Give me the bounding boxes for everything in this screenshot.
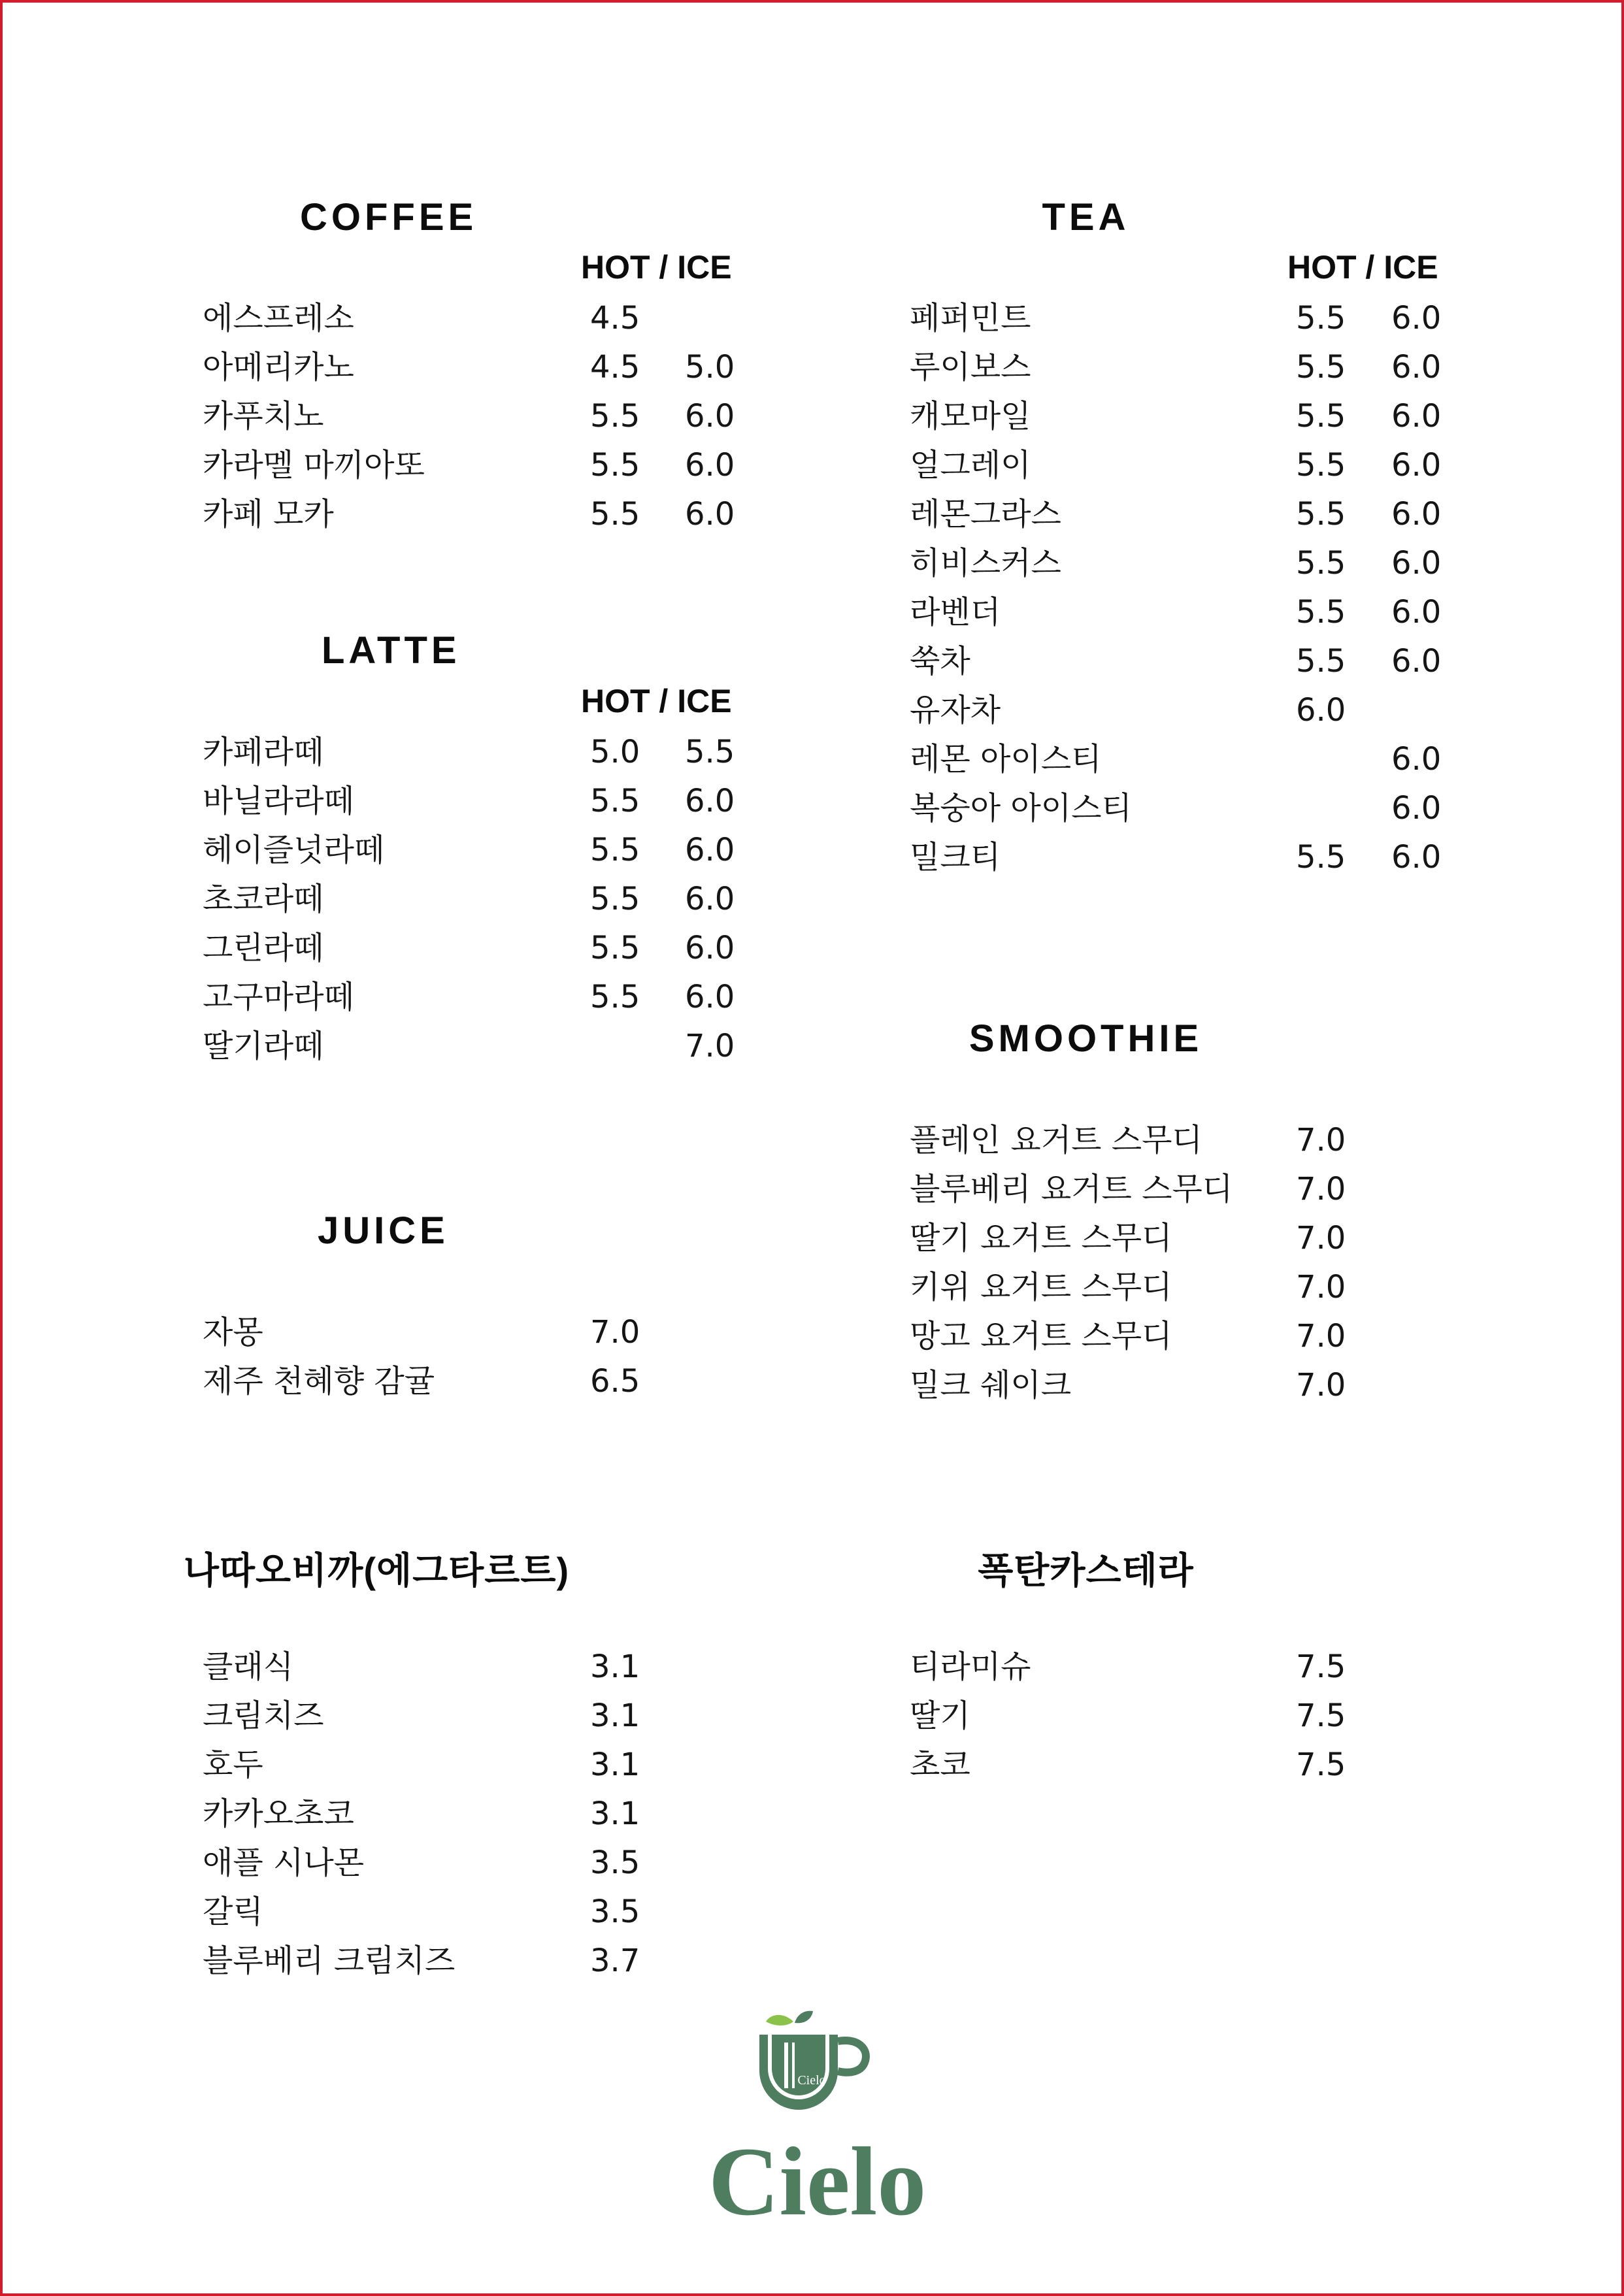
item-name: 플레인 요거트 스무디: [910, 1122, 1202, 1158]
menu-row: [203, 1022, 758, 1071]
menu-row: [203, 1692, 758, 1741]
item-name: 밀크티: [910, 839, 1001, 876]
menu-row: [910, 392, 1465, 441]
ice-price: 6.0: [685, 398, 735, 435]
item-name: 딸기 요거트 스무디: [910, 1220, 1172, 1256]
ice-price: 6.0: [1391, 839, 1442, 876]
hot-price: 5.5: [1296, 496, 1346, 533]
price: 3.5: [590, 1894, 640, 1930]
price: 7.0: [1296, 1220, 1346, 1256]
menu-row: [910, 294, 1465, 343]
ice-price: 6.0: [1391, 594, 1442, 631]
hot-price: 5.5: [590, 979, 640, 1015]
item-name: 고구마라떼: [203, 979, 354, 1015]
item-name: 클래식: [203, 1648, 294, 1685]
juice-title: JUICE: [318, 1209, 449, 1252]
item-name: 그린라떼: [203, 930, 324, 966]
price: 3.1: [590, 1747, 640, 1783]
tea-hot-ice-header: HOT / ICE: [1287, 249, 1438, 286]
price: 7.5: [1296, 1747, 1346, 1783]
menu-row: [910, 784, 1465, 833]
menu-row: [910, 686, 1465, 735]
menu-row: [910, 833, 1465, 882]
menu-row: [203, 1937, 758, 1986]
ice-price: 6.0: [1391, 790, 1442, 827]
coffee-list: [203, 294, 758, 539]
menu-row: [910, 735, 1465, 784]
latte-title: LATTE: [322, 629, 461, 672]
price: 3.1: [590, 1796, 640, 1832]
logo-wordmark: Cielo: [708, 2127, 927, 2236]
menu-row: [203, 1308, 758, 1357]
menu-row: [910, 1214, 1465, 1263]
ice-price: 6.0: [1391, 300, 1442, 336]
item-name: 카라멜 마끼아또: [203, 447, 425, 484]
coffee-title: COFFEE: [300, 196, 478, 238]
item-name: 딸기: [910, 1697, 970, 1734]
menu-row: [203, 294, 758, 343]
tea-list: [910, 294, 1465, 882]
price: 3.5: [590, 1845, 640, 1881]
ice-price: 5.0: [685, 349, 735, 385]
hot-price: 5.5: [1296, 839, 1346, 876]
item-name: 아메리카노: [203, 349, 354, 385]
ice-price: 7.0: [685, 1028, 735, 1064]
item-name: 레몬그라스: [910, 496, 1061, 533]
ice-price: 6.0: [685, 447, 735, 484]
menu-row: [910, 441, 1465, 490]
hot-price: 5.5: [1296, 545, 1346, 582]
hot-price: 5.5: [1296, 447, 1346, 484]
price: 3.1: [590, 1648, 640, 1685]
menu-row: [203, 875, 758, 924]
item-name: 티라미슈: [910, 1648, 1031, 1685]
ice-price: 6.0: [685, 496, 735, 533]
menu-row: [910, 1361, 1465, 1410]
menu-row: [203, 1357, 758, 1406]
hot-price: 5.5: [1296, 300, 1346, 336]
item-name: 카페 모카: [203, 496, 334, 533]
ice-price: 6.0: [685, 832, 735, 868]
ice-price: 6.0: [1391, 447, 1442, 484]
ice-price: 5.5: [685, 734, 735, 770]
hot-price: 5.5: [590, 398, 640, 435]
item-name: 크림치즈: [203, 1697, 324, 1734]
menu-row: [203, 392, 758, 441]
menu-row: [910, 539, 1465, 588]
menu-row: [203, 343, 758, 392]
menu-row: [203, 826, 758, 875]
item-name: 초코라떼: [203, 881, 324, 917]
item-name: 얼그레이: [910, 447, 1031, 484]
item-name: 카페라떼: [203, 734, 324, 770]
item-name: 초코: [910, 1747, 970, 1783]
price: 7.5: [1296, 1648, 1346, 1685]
hot-price: 5.5: [1296, 594, 1346, 631]
item-name: 딸기라떼: [203, 1028, 324, 1064]
ice-price: 6.0: [1391, 741, 1442, 778]
menu-row: [203, 728, 758, 777]
menu-row: [910, 343, 1465, 392]
smoothie-list: [910, 1116, 1465, 1410]
cielo-logo: [708, 2009, 927, 2237]
hot-price: 5.5: [590, 881, 640, 917]
leaf-icon: [795, 2011, 813, 2024]
hot-price: 6.0: [1296, 692, 1346, 729]
menu-row: [910, 637, 1465, 686]
menu-row: [203, 1888, 758, 1937]
item-name: 카카오초코: [203, 1796, 354, 1832]
item-name: 캐모마일: [910, 398, 1031, 435]
ice-price: 6.0: [1391, 398, 1442, 435]
menu-row: [910, 1741, 1465, 1790]
hot-price: 4.5: [590, 300, 640, 336]
item-name: 블루베리 크림치즈: [203, 1943, 456, 1979]
hot-price: 5.5: [1296, 398, 1346, 435]
price: 7.0: [1296, 1122, 1346, 1158]
menu-row: [203, 973, 758, 1022]
item-name: 자몽: [203, 1314, 263, 1351]
menu-row: [910, 1165, 1465, 1214]
castella-title: 폭탄카스테라: [978, 1550, 1194, 1591]
price: 7.0: [1296, 1269, 1346, 1305]
item-name: 에스프레소: [203, 300, 354, 336]
menu-row: [910, 588, 1465, 637]
item-name: 라벤더: [910, 594, 1001, 631]
ice-price: 6.0: [1391, 496, 1442, 533]
price: 7.0: [1296, 1367, 1346, 1403]
item-name: 키위 요거트 스무디: [910, 1269, 1172, 1305]
item-name: 망고 요거트 스무디: [910, 1318, 1172, 1354]
item-name: 갈릭: [203, 1894, 263, 1930]
item-name: 쑥차: [910, 643, 970, 680]
ice-price: 6.0: [685, 979, 735, 1015]
menu-row: [203, 924, 758, 973]
ice-price: 6.0: [1391, 643, 1442, 680]
menu-row: [910, 490, 1465, 539]
menu-row: [910, 1116, 1465, 1165]
hot-price: 5.5: [590, 783, 640, 819]
menu-row: [203, 1839, 758, 1888]
item-name: 레몬 아이스티: [910, 741, 1102, 778]
item-name: 제주 천혜향 감귤: [203, 1363, 435, 1400]
ice-price: 6.0: [685, 881, 735, 917]
price: 6.5: [590, 1363, 640, 1400]
menu-row: [203, 1790, 758, 1839]
hot-price: 5.5: [590, 447, 640, 484]
item-name: 블루베리 요거트 스무디: [910, 1171, 1233, 1207]
hot-price: 5.5: [590, 930, 640, 966]
item-name: 애플 시나몬: [203, 1845, 365, 1881]
hot-price: 5.5: [1296, 643, 1346, 680]
price: 7.0: [590, 1314, 640, 1351]
item-name: 루이보스: [910, 349, 1031, 385]
ice-price: 6.0: [1391, 349, 1442, 385]
latte-list: [203, 728, 758, 1071]
egg-tart-list: [203, 1643, 758, 1986]
item-name: 페퍼민트: [910, 300, 1031, 336]
hot-price: 5.5: [1296, 349, 1346, 385]
hot-price: 5.5: [590, 496, 640, 533]
item-name: 호두: [203, 1747, 263, 1783]
price: 7.5: [1296, 1697, 1346, 1734]
menu-row: [910, 1263, 1465, 1312]
price: 7.0: [1296, 1171, 1346, 1207]
menu-row: [910, 1643, 1465, 1692]
castella-list: [910, 1643, 1465, 1790]
hot-price: 5.0: [590, 734, 640, 770]
menu-row: [203, 777, 758, 826]
item-name: 바닐라라떼: [203, 783, 354, 819]
leaf-icon: [766, 2015, 793, 2025]
tea-title: TEA: [1042, 196, 1130, 238]
menu-row: [203, 490, 758, 539]
coffee-hot-ice-header: HOT / ICE: [581, 249, 732, 286]
hot-price: 5.5: [590, 832, 640, 868]
price: 3.7: [590, 1943, 640, 1979]
price: 3.1: [590, 1697, 640, 1734]
juice-list: [203, 1308, 758, 1406]
item-name: 헤이즐넛라떼: [203, 832, 385, 868]
menu-row: [910, 1312, 1465, 1361]
latte-hot-ice-header: HOT / ICE: [581, 683, 732, 719]
menu-row: [910, 1692, 1465, 1741]
menu-row: [203, 1643, 758, 1692]
item-name: 밀크 쉐이크: [910, 1367, 1072, 1403]
hot-price: 4.5: [590, 349, 640, 385]
ice-price: 6.0: [685, 930, 735, 966]
smoothie-title: SMOOTHIE: [969, 1017, 1203, 1060]
cup-icon: [754, 2009, 885, 2126]
ice-price: 6.0: [685, 783, 735, 819]
price: 7.0: [1296, 1318, 1346, 1354]
item-name: 복숭아 아이스티: [910, 790, 1132, 827]
item-name: 카푸치노: [203, 398, 324, 435]
egg-tart-title: 나따오비까(에그타르트): [183, 1550, 570, 1591]
item-name: 유자차: [910, 692, 1001, 729]
cup-label: Cielo: [797, 2073, 826, 2088]
ice-price: 6.0: [1391, 545, 1442, 582]
menu-row: [203, 441, 758, 490]
menu-row: [203, 1741, 758, 1790]
item-name: 히비스커스: [910, 545, 1061, 582]
